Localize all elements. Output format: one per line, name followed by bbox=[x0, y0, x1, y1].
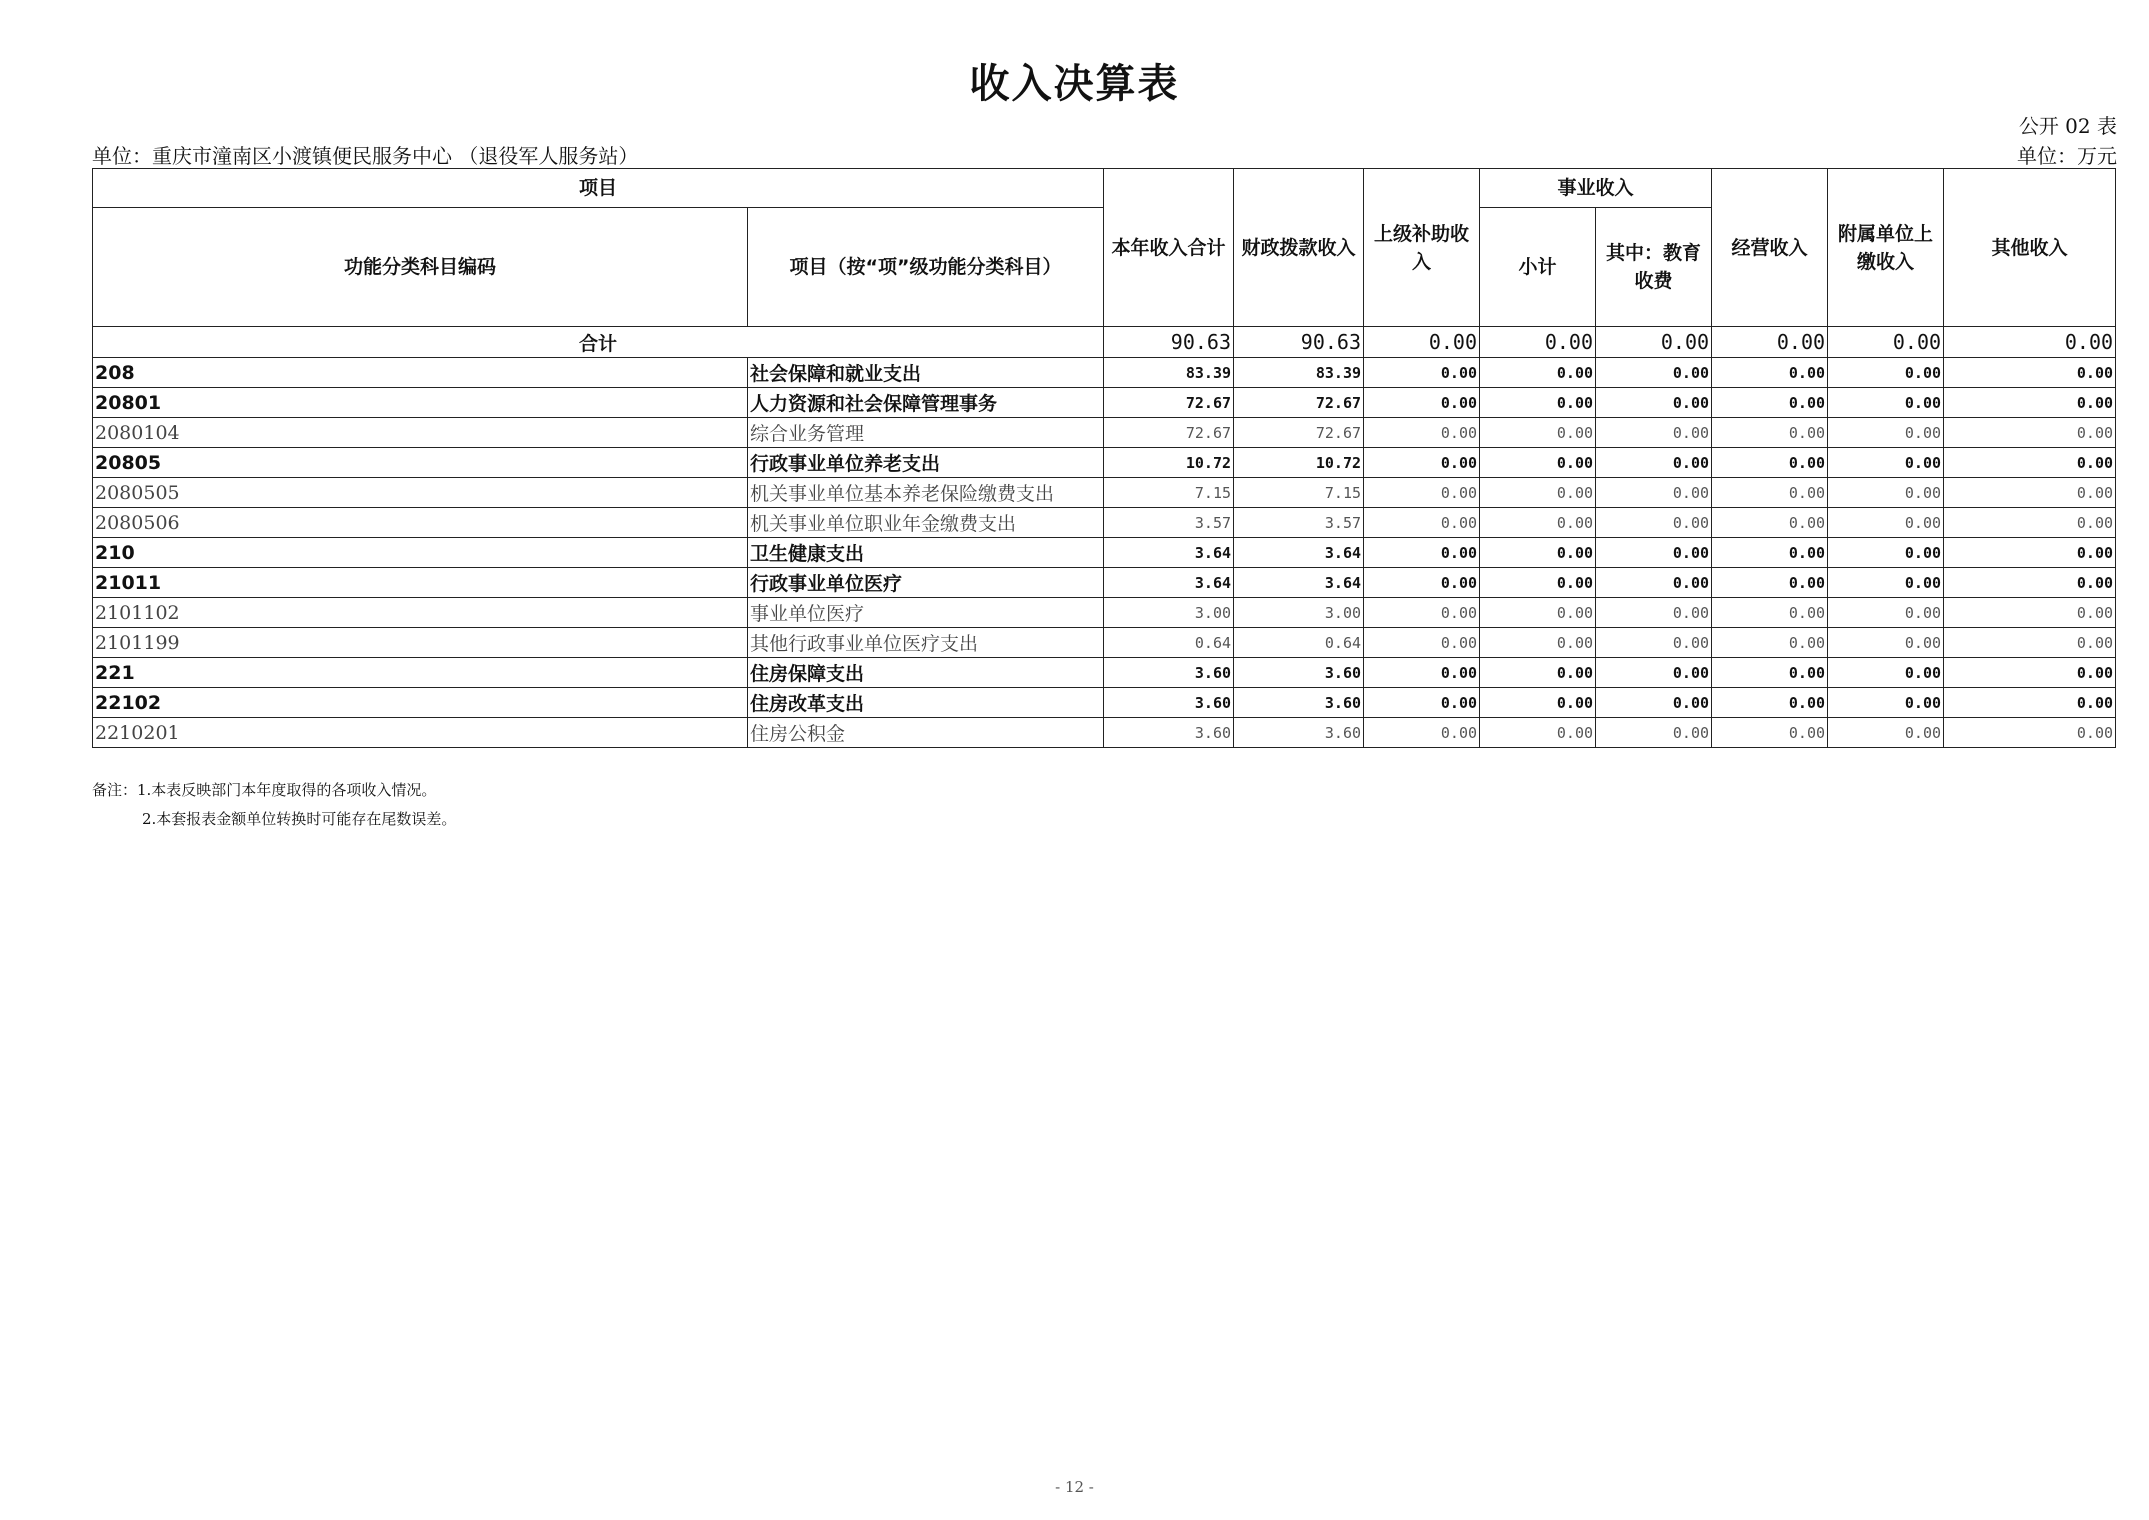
row-code: 2101199 bbox=[93, 628, 748, 658]
row-value: 3.64 bbox=[1104, 538, 1234, 568]
row-value: 3.57 bbox=[1104, 508, 1234, 538]
row-value: 0.00 bbox=[1596, 508, 1712, 538]
row-value: 0.00 bbox=[1712, 538, 1828, 568]
row-value: 72.67 bbox=[1234, 388, 1364, 418]
row-value: 0.00 bbox=[1480, 388, 1596, 418]
table-row bbox=[93, 598, 2116, 628]
row-value: 0.00 bbox=[1944, 598, 2116, 628]
row-value: 0.00 bbox=[1944, 688, 2116, 718]
row-value: 0.00 bbox=[1596, 568, 1712, 598]
row-value: 3.60 bbox=[1234, 658, 1364, 688]
row-value: 0.00 bbox=[1364, 478, 1480, 508]
row-value: 0.00 bbox=[1364, 688, 1480, 718]
table-row bbox=[93, 508, 2116, 538]
table-row bbox=[93, 688, 2116, 718]
total-value: 0.00 bbox=[1364, 327, 1480, 358]
row-name: 行政事业单位医疗 bbox=[748, 568, 1104, 598]
row-value: 0.00 bbox=[1944, 508, 2116, 538]
row-code: 22102 bbox=[93, 688, 748, 718]
row-value: 0.00 bbox=[1944, 658, 2116, 688]
row-value: 0.00 bbox=[1712, 418, 1828, 448]
total-value: 90.63 bbox=[1234, 327, 1364, 358]
row-value: 0.00 bbox=[1596, 538, 1712, 568]
row-value: 0.00 bbox=[1712, 358, 1828, 388]
row-value: 0.00 bbox=[1364, 358, 1480, 388]
row-value: 0.00 bbox=[1480, 538, 1596, 568]
row-code: 2080506 bbox=[93, 508, 748, 538]
row-value: 0.00 bbox=[1944, 628, 2116, 658]
row-value: 0.00 bbox=[1364, 628, 1480, 658]
row-value: 0.00 bbox=[1596, 478, 1712, 508]
row-value: 0.00 bbox=[1596, 628, 1712, 658]
row-value: 0.00 bbox=[1944, 568, 2116, 598]
row-value: 0.00 bbox=[1828, 388, 1944, 418]
row-value: 0.00 bbox=[1828, 598, 1944, 628]
row-value: 0.00 bbox=[1712, 478, 1828, 508]
unit-currency: 单位：万元 bbox=[2017, 144, 2117, 168]
table-row bbox=[93, 568, 2116, 598]
row-value: 0.00 bbox=[1944, 358, 2116, 388]
row-value: 72.67 bbox=[1234, 418, 1364, 448]
header-subtotal: 小计 bbox=[1480, 208, 1596, 327]
row-value: 0.00 bbox=[1596, 658, 1712, 688]
row-value: 3.60 bbox=[1104, 718, 1234, 748]
total-row bbox=[93, 327, 2116, 358]
row-code: 210 bbox=[93, 538, 748, 568]
row-value: 83.39 bbox=[1104, 358, 1234, 388]
unit-organization: 单位：重庆市潼南区小渡镇便民服务中心 （退役军人服务站） bbox=[92, 144, 639, 168]
row-value: 0.00 bbox=[1596, 358, 1712, 388]
row-value: 72.67 bbox=[1104, 388, 1234, 418]
row-value: 0.00 bbox=[1944, 448, 2116, 478]
row-code: 2080104 bbox=[93, 418, 748, 448]
row-value: 10.72 bbox=[1234, 448, 1364, 478]
row-value: 0.00 bbox=[1480, 478, 1596, 508]
row-value: 3.00 bbox=[1234, 598, 1364, 628]
page-title: 收入决算表 bbox=[969, 61, 1180, 107]
row-name: 住房改革支出 bbox=[748, 688, 1104, 718]
row-value: 3.64 bbox=[1104, 568, 1234, 598]
row-value: 0.00 bbox=[1480, 448, 1596, 478]
row-value: 3.60 bbox=[1234, 688, 1364, 718]
total-value: 0.00 bbox=[1480, 327, 1596, 358]
row-value: 0.00 bbox=[1480, 658, 1596, 688]
row-code: 20805 bbox=[93, 448, 748, 478]
row-value: 0.64 bbox=[1104, 628, 1234, 658]
row-code: 208 bbox=[93, 358, 748, 388]
header-business: 事业收入 bbox=[1480, 169, 1712, 208]
row-value: 0.00 bbox=[1712, 628, 1828, 658]
header-fiscal: 财政拨款收入 bbox=[1234, 169, 1364, 327]
row-code: 20801 bbox=[93, 388, 748, 418]
row-value: 0.00 bbox=[1828, 718, 1944, 748]
header-superior: 上级补助收入 bbox=[1364, 169, 1480, 327]
header-item: 项目 bbox=[93, 169, 1104, 208]
total-value: 0.00 bbox=[1828, 327, 1944, 358]
header-name: 项目（按“项”级功能分类科目） bbox=[748, 208, 1104, 327]
row-name: 其他行政事业单位医疗支出 bbox=[748, 628, 1104, 658]
form-number: 公开 02 表 bbox=[2018, 114, 2117, 138]
row-value: 0.00 bbox=[1480, 568, 1596, 598]
row-value: 7.15 bbox=[1234, 478, 1364, 508]
row-name: 行政事业单位养老支出 bbox=[748, 448, 1104, 478]
row-name: 机关事业单位基本养老保险缴费支出 bbox=[748, 478, 1104, 508]
row-value: 0.00 bbox=[1596, 418, 1712, 448]
row-value: 0.00 bbox=[1828, 568, 1944, 598]
income-table bbox=[92, 168, 2116, 748]
row-value: 3.60 bbox=[1104, 658, 1234, 688]
row-value: 0.00 bbox=[1712, 598, 1828, 628]
row-value: 0.00 bbox=[1828, 538, 1944, 568]
note-2: 2.本套报表金额单位转换时可能存在尾数误差。 bbox=[142, 810, 457, 828]
header-other: 其他收入 bbox=[1944, 169, 2116, 327]
table-row bbox=[93, 658, 2116, 688]
row-value: 0.00 bbox=[1480, 358, 1596, 388]
table-row bbox=[93, 448, 2116, 478]
total-value: 90.63 bbox=[1104, 327, 1234, 358]
row-code: 2101102 bbox=[93, 598, 748, 628]
row-value: 3.64 bbox=[1234, 568, 1364, 598]
row-value: 0.00 bbox=[1828, 358, 1944, 388]
row-value: 0.00 bbox=[1596, 388, 1712, 418]
row-value: 0.00 bbox=[1364, 568, 1480, 598]
row-value: 0.00 bbox=[1944, 418, 2116, 448]
header-total: 本年收入合计 bbox=[1104, 169, 1234, 327]
row-name: 社会保障和就业支出 bbox=[748, 358, 1104, 388]
row-code: 2210201 bbox=[93, 718, 748, 748]
row-name: 卫生健康支出 bbox=[748, 538, 1104, 568]
row-value: 0.00 bbox=[1828, 688, 1944, 718]
table-row bbox=[93, 418, 2116, 448]
row-value: 3.64 bbox=[1234, 538, 1364, 568]
row-value: 72.67 bbox=[1104, 418, 1234, 448]
row-value: 0.00 bbox=[1944, 478, 2116, 508]
total-label: 合计 bbox=[93, 327, 1104, 358]
row-value: 0.00 bbox=[1596, 688, 1712, 718]
row-value: 0.00 bbox=[1712, 568, 1828, 598]
row-value: 0.00 bbox=[1828, 448, 1944, 478]
row-value: 0.00 bbox=[1712, 658, 1828, 688]
row-value: 0.00 bbox=[1364, 598, 1480, 628]
row-value: 0.00 bbox=[1712, 718, 1828, 748]
row-value: 3.60 bbox=[1234, 718, 1364, 748]
row-value: 0.00 bbox=[1828, 658, 1944, 688]
total-value: 0.00 bbox=[1944, 327, 2116, 358]
table-row bbox=[93, 358, 2116, 388]
note-1: 备注：1.本表反映部门本年度取得的各项收入情况。 bbox=[92, 781, 437, 799]
total-value: 0.00 bbox=[1596, 327, 1712, 358]
row-value: 0.00 bbox=[1944, 388, 2116, 418]
row-value: 83.39 bbox=[1234, 358, 1364, 388]
row-value: 10.72 bbox=[1104, 448, 1234, 478]
row-value: 0.00 bbox=[1480, 598, 1596, 628]
row-code: 221 bbox=[93, 658, 748, 688]
table-row bbox=[93, 628, 2116, 658]
row-value: 0.00 bbox=[1480, 508, 1596, 538]
row-value: 0.00 bbox=[1828, 628, 1944, 658]
row-name: 事业单位医疗 bbox=[748, 598, 1104, 628]
page-number: - 12 - bbox=[1055, 1478, 1094, 1496]
table-row bbox=[93, 388, 2116, 418]
table-row bbox=[93, 538, 2116, 568]
row-name: 人力资源和社会保障管理事务 bbox=[748, 388, 1104, 418]
total-value: 0.00 bbox=[1712, 327, 1828, 358]
row-value: 0.64 bbox=[1234, 628, 1364, 658]
row-value: 0.00 bbox=[1828, 418, 1944, 448]
row-value: 0.00 bbox=[1480, 718, 1596, 748]
row-value: 0.00 bbox=[1364, 658, 1480, 688]
row-value: 0.00 bbox=[1944, 538, 2116, 568]
row-value: 0.00 bbox=[1596, 598, 1712, 628]
row-value: 0.00 bbox=[1828, 508, 1944, 538]
row-value: 0.00 bbox=[1712, 508, 1828, 538]
row-value: 0.00 bbox=[1480, 688, 1596, 718]
row-value: 0.00 bbox=[1712, 448, 1828, 478]
row-name: 机关事业单位职业年金缴费支出 bbox=[748, 508, 1104, 538]
row-value: 0.00 bbox=[1364, 508, 1480, 538]
row-value: 0.00 bbox=[1712, 688, 1828, 718]
header-affiliated: 附属单位上缴收入 bbox=[1828, 169, 1944, 327]
row-name: 住房保障支出 bbox=[748, 658, 1104, 688]
notes bbox=[92, 776, 456, 834]
row-value: 0.00 bbox=[1944, 718, 2116, 748]
row-value: 3.57 bbox=[1234, 508, 1364, 538]
row-value: 0.00 bbox=[1828, 478, 1944, 508]
row-value: 0.00 bbox=[1596, 448, 1712, 478]
row-name: 综合业务管理 bbox=[748, 418, 1104, 448]
row-code: 2080505 bbox=[93, 478, 748, 508]
row-name: 住房公积金 bbox=[748, 718, 1104, 748]
row-value: 0.00 bbox=[1480, 418, 1596, 448]
row-value: 3.00 bbox=[1104, 598, 1234, 628]
row-value: 0.00 bbox=[1712, 388, 1828, 418]
table-row bbox=[93, 478, 2116, 508]
row-value: 0.00 bbox=[1364, 418, 1480, 448]
row-value: 0.00 bbox=[1364, 538, 1480, 568]
row-value: 0.00 bbox=[1364, 718, 1480, 748]
table-row bbox=[93, 718, 2116, 748]
row-value: 0.00 bbox=[1596, 718, 1712, 748]
row-value: 7.15 bbox=[1104, 478, 1234, 508]
row-value: 3.60 bbox=[1104, 688, 1234, 718]
header-education: 其中：教育收费 bbox=[1596, 208, 1712, 327]
row-code: 21011 bbox=[93, 568, 748, 598]
header-code: 功能分类科目编码 bbox=[93, 208, 748, 327]
row-value: 0.00 bbox=[1364, 388, 1480, 418]
header-operating: 经营收入 bbox=[1712, 169, 1828, 327]
row-value: 0.00 bbox=[1480, 628, 1596, 658]
row-value: 0.00 bbox=[1364, 448, 1480, 478]
